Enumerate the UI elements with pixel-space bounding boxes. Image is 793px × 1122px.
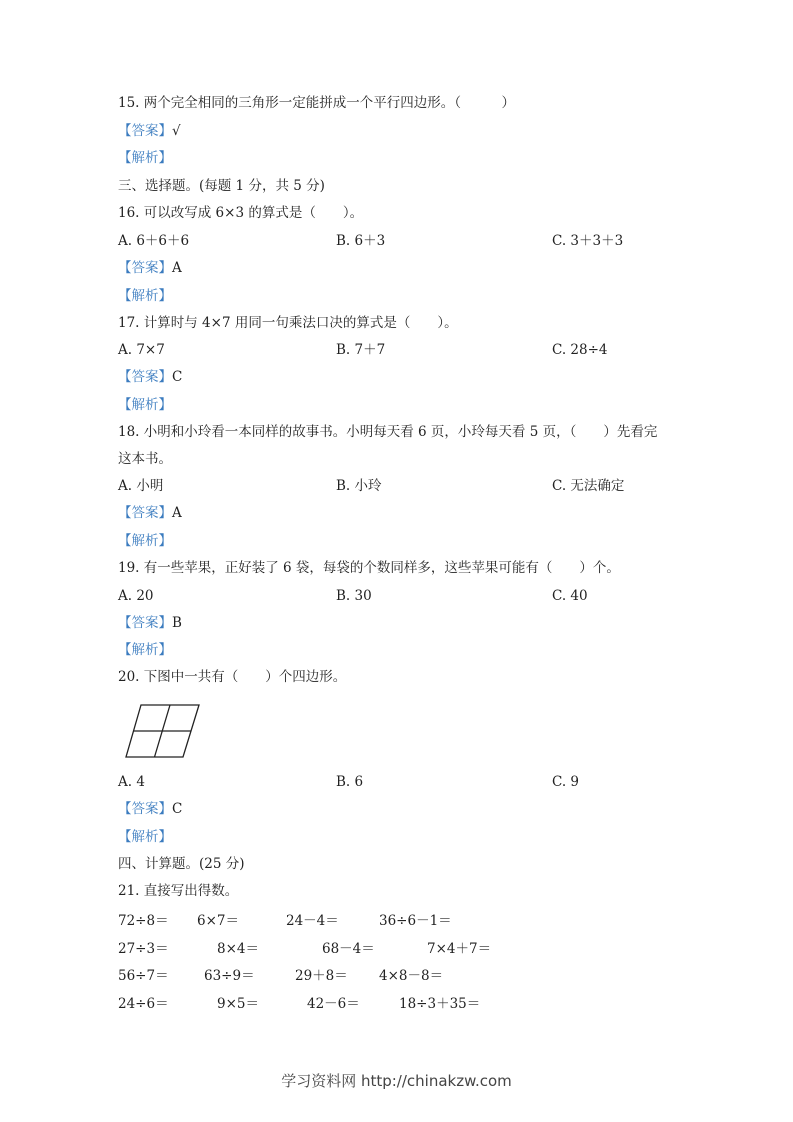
- calc-item: 7×4＋7＝: [427, 941, 492, 957]
- section-4-heading: 四、计算题。(25 分): [118, 856, 245, 872]
- answer-16: [118, 259, 182, 277]
- analysis-19: 【解析】: [118, 642, 172, 658]
- calc-item: 24－4＝: [286, 913, 339, 929]
- answer-tag: 【答案】: [118, 615, 172, 631]
- calc-item: 9×5＝: [217, 996, 259, 1012]
- calc-item: 29＋8＝: [295, 968, 348, 984]
- option-b: B. 30: [336, 588, 372, 604]
- calc-item: 72÷8＝: [118, 913, 169, 929]
- answer-17: [118, 368, 182, 386]
- option-c: C. 无法确定: [552, 478, 625, 494]
- answer-tag: 【答案】: [118, 369, 172, 385]
- answer-value: B: [172, 615, 182, 631]
- question-15: 15. 两个完全相同的三角形一定能拼成一个平行四边形。（ ）: [118, 95, 516, 111]
- answer-value: A: [172, 505, 182, 521]
- question-20: 20. 下图中一共有（ ）个四边形。: [118, 669, 347, 685]
- section-3-heading: 三、选择题。(每题 1 分，共 5 分): [118, 178, 325, 194]
- option-a: A. 7×7: [118, 342, 165, 358]
- question-18-continued: 这本书。: [118, 451, 172, 467]
- calc-item: 56÷7＝: [118, 968, 169, 984]
- analysis-15: 【解析】: [118, 150, 172, 166]
- answer-value: C: [172, 369, 183, 385]
- option-b: B. 6＋3: [336, 233, 386, 249]
- calc-item: 68－4＝: [322, 941, 375, 957]
- answer-15: [118, 122, 181, 140]
- footer-watermark: 学习资料网 http://chinakzw.com: [281, 1072, 512, 1090]
- answer-value: √: [172, 123, 181, 139]
- answer-value: A: [172, 260, 182, 276]
- analysis-17: 【解析】: [118, 397, 172, 413]
- parallelogram-figure: [124, 703, 204, 759]
- answer-tag: 【答案】: [118, 505, 172, 521]
- option-c: C. 40: [552, 588, 588, 604]
- calc-item: 63÷9＝: [204, 968, 255, 984]
- question-19: 19. 有一些苹果，正好装了 6 袋，每袋的个数同样多，这些苹果可能有（ ）个。: [118, 560, 620, 576]
- answer-tag: 【答案】: [118, 123, 172, 139]
- option-b: B. 6: [336, 774, 364, 790]
- option-a: A. 6＋6＋6: [118, 233, 190, 249]
- analysis-16: 【解析】: [118, 288, 172, 304]
- analysis-20: 【解析】: [118, 829, 172, 845]
- answer-tag: 【答案】: [118, 801, 172, 817]
- calc-item: 4×8－8＝: [379, 968, 444, 984]
- question-18: 18. 小明和小玲看一本同样的故事书。小明每天看 6 页，小玲每天看 5 页，（ ）先看完: [118, 424, 658, 440]
- option-c: C. 9: [552, 774, 580, 790]
- question-21: 21. 直接写出得数。: [118, 883, 239, 899]
- option-b: B. 7＋7: [336, 342, 386, 358]
- option-c: C. 3＋3＋3: [552, 233, 624, 249]
- calc-item: 36÷6－1＝: [379, 913, 452, 929]
- question-17: 17. 计算时与 4×7 用同一句乘法口决的算式是（ ）。: [118, 315, 458, 331]
- question-16: 16. 可以改写成 6×3 的算式是（ ）。: [118, 205, 364, 221]
- option-a: A. 小明: [118, 478, 164, 494]
- analysis-18: 【解析】: [118, 533, 172, 549]
- answer-18: [118, 504, 182, 522]
- calc-item: 42－6＝: [307, 996, 360, 1012]
- calc-item: 18÷3＋35＝: [399, 996, 481, 1012]
- answer-19: [118, 614, 182, 632]
- option-a: A. 20: [118, 588, 154, 604]
- answer-tag: 【答案】: [118, 260, 172, 276]
- calc-item: 6×7＝: [197, 913, 239, 929]
- answer-20: [118, 800, 182, 818]
- option-c: C. 28÷4: [552, 342, 608, 358]
- option-a: A. 4: [118, 774, 145, 790]
- calc-item: 27÷3＝: [118, 941, 169, 957]
- calc-item: 24÷6＝: [118, 996, 169, 1012]
- answer-value: C: [172, 801, 183, 817]
- calc-item: 8×4＝: [217, 941, 259, 957]
- option-b: B. 小玲: [336, 478, 382, 494]
